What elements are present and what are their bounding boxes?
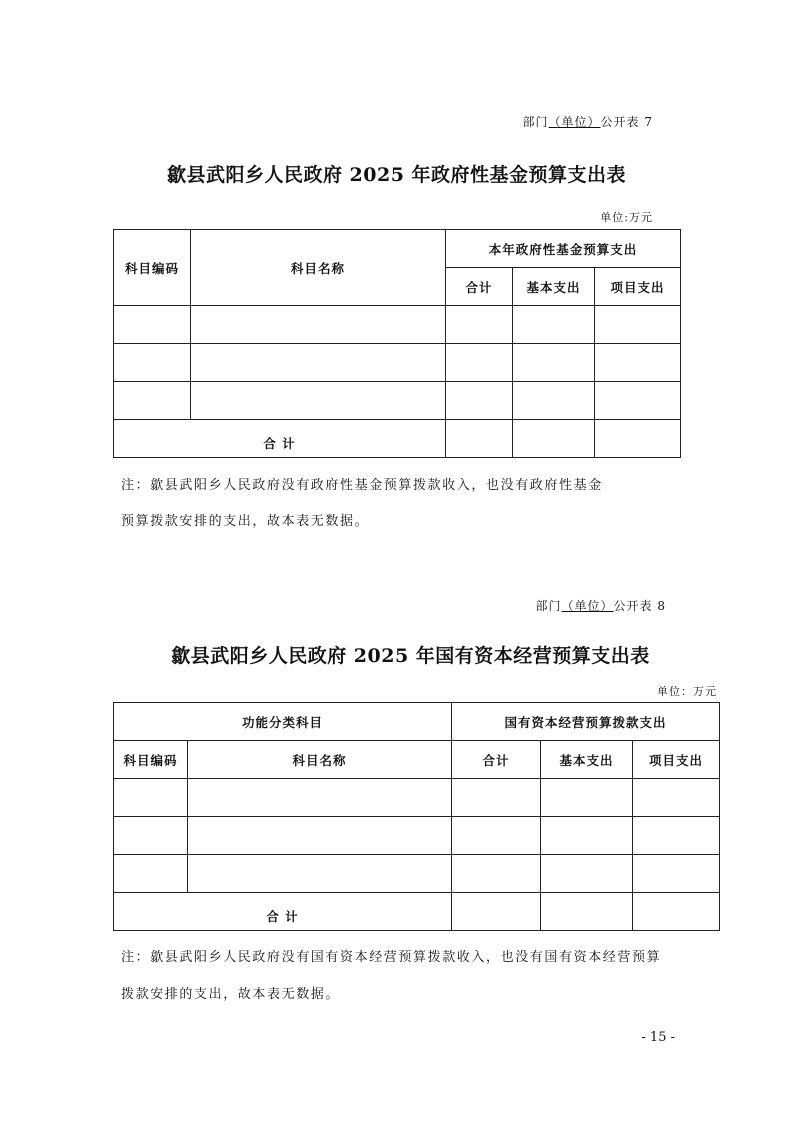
budget-table-8: [113, 702, 720, 931]
total-row: [114, 420, 681, 458]
note-line-1: 注：歙县武阳乡人民政府没有政府性基金预算拨款收入，也没有政府性基金: [121, 478, 603, 493]
total-row-label: 合 计: [114, 893, 452, 931]
header-project: 项目支出: [595, 268, 681, 306]
header-code: 科目编码: [114, 230, 191, 306]
page-title-7: 歙县武阳乡人民政府 2025 年政府性基金预算支出表: [166, 164, 627, 186]
form-label-suffix: 公开表 8: [613, 599, 666, 613]
header-basic: 基本支出: [513, 268, 595, 306]
header-code: 科目编码: [114, 741, 188, 779]
unit-label-7: 单位:万元: [600, 211, 653, 224]
page-number: - 15 -: [641, 1030, 675, 1045]
table-row: [114, 855, 720, 893]
note-line-2: 预算拨款安排的支出，故本表无数据。: [121, 514, 370, 529]
header-name: 科目名称: [191, 230, 446, 306]
header-group: 本年政府性基金预算支出: [446, 230, 681, 268]
table-row: [114, 817, 720, 855]
form-label-prefix: 部门: [535, 599, 562, 613]
page-title-8: 歙县武阳乡人民政府 2025 年国有资本经营预算支出表: [171, 645, 650, 667]
form-label-suffix: 公开表 7: [600, 115, 653, 129]
form-label-unit: （单位）: [561, 599, 614, 613]
form-label-prefix: 部门: [522, 115, 549, 129]
table-row: [114, 382, 681, 420]
note-line-2: 拨款安排的支出，故本表无数据。: [121, 987, 341, 1002]
note-line-1: 注：歙县武阳乡人民政府没有国有资本经营预算拨款收入，也没有国有资本经营预算: [121, 950, 662, 965]
header-project: 项目支出: [633, 741, 720, 779]
table-row: [114, 344, 681, 382]
total-row: [114, 893, 720, 931]
form-label-8: [536, 597, 666, 614]
header-name: 科目名称: [188, 741, 452, 779]
table-row: [114, 779, 720, 817]
header-group: 国有资本经营预算拨款支出: [452, 703, 720, 741]
header-functional: 功能分类科目: [114, 703, 452, 741]
header-total: 合计: [452, 741, 541, 779]
budget-table-7: [113, 229, 681, 458]
form-label-7: [523, 113, 653, 130]
total-row-label: 合 计: [114, 420, 446, 458]
unit-label-8: 单位：万元: [657, 685, 717, 698]
header-total: 合计: [446, 268, 513, 306]
form-label-unit: （单位）: [548, 115, 601, 129]
table-row: [114, 306, 681, 344]
header-basic: 基本支出: [541, 741, 633, 779]
